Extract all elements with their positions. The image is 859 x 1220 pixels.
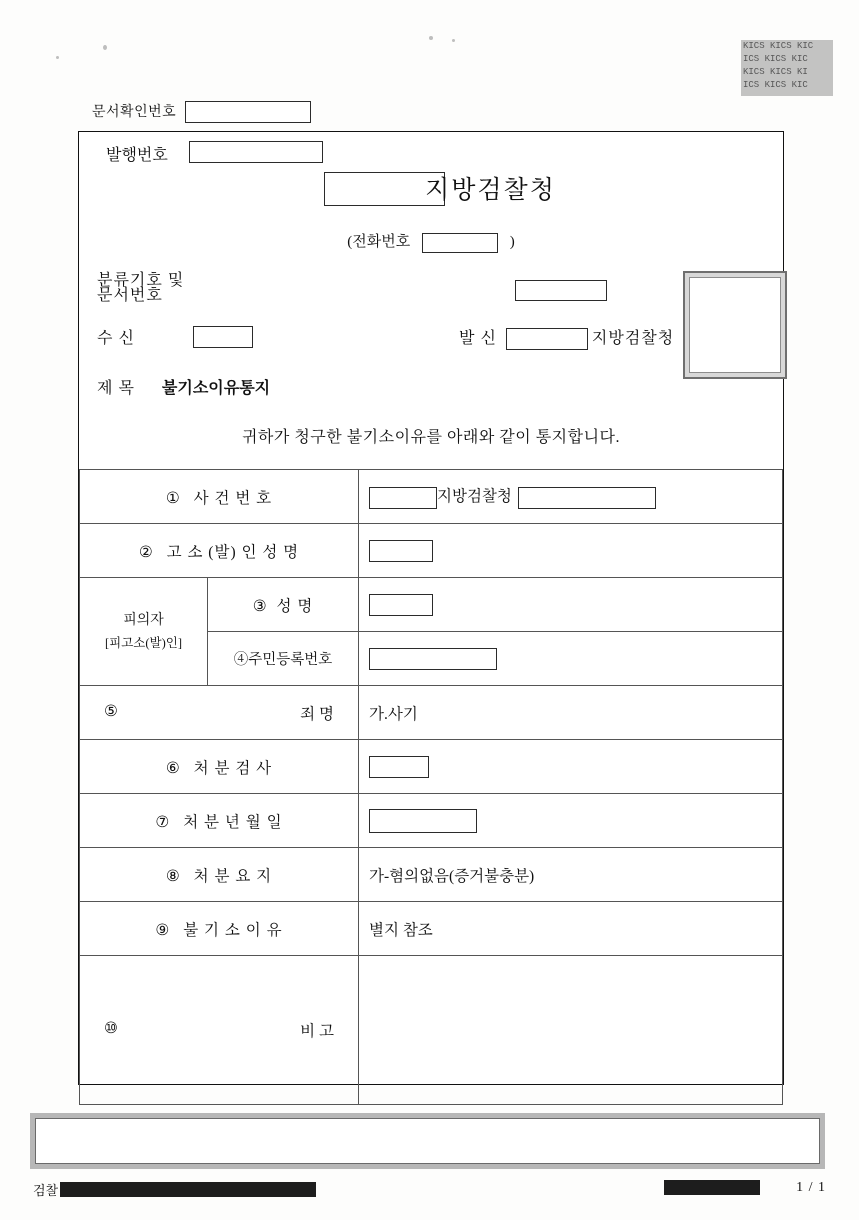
official-seal xyxy=(683,271,787,379)
row-label-text: 주민등록번호 xyxy=(248,652,333,668)
row-value-prosecutor xyxy=(359,740,783,794)
row-label-suspect-name xyxy=(208,578,359,632)
row-label-complainant xyxy=(80,524,359,578)
doc-confirm-number-redaction xyxy=(185,101,311,123)
row-label-crime-name xyxy=(80,686,359,740)
case-office-redaction xyxy=(369,487,437,509)
row-label-text: 죄 명 xyxy=(300,705,334,723)
footer-mid-redaction-wrap xyxy=(664,1180,760,1200)
table-row xyxy=(80,524,783,578)
row-value-complainant xyxy=(359,524,783,578)
notice-sentence: 귀하가 청구한 불기소이유를 아래와 같이 통지합니다. xyxy=(241,429,621,446)
footer-agency-label: 검찰 xyxy=(33,1183,59,1198)
table-row xyxy=(80,794,783,848)
classification-label-line2: 문서번호 xyxy=(97,287,163,304)
row-value-disposition-date xyxy=(359,794,783,848)
suspect-label-line1: 피의자 xyxy=(123,612,164,628)
row-label-text: 성 명 xyxy=(276,597,314,615)
row-label-text: 사 건 번 호 xyxy=(193,489,273,507)
row-label-text: 처 분 검 사 xyxy=(193,759,273,777)
row-label-prosecutor xyxy=(80,740,359,794)
stamp-line: KICS KICS KI xyxy=(743,67,808,77)
receiver-name-redaction xyxy=(193,326,253,348)
disposition-date-redaction xyxy=(369,809,477,833)
row-number: ⑩ xyxy=(104,1020,118,1037)
page-indicator: 1 / 1 xyxy=(796,1180,826,1195)
scan-speck xyxy=(56,56,59,59)
row-value-remarks xyxy=(359,956,783,1105)
row-value-disposition-summary: 가-혐의없음(증거불충분) xyxy=(359,848,783,902)
footer-left-redaction xyxy=(60,1182,316,1197)
sender-label: 발 신 xyxy=(459,330,497,347)
phone-label: (전화번호 xyxy=(347,234,411,250)
organization-title-text: 지방검찰청 xyxy=(425,177,556,204)
row-label-remarks xyxy=(80,956,359,1105)
table-row xyxy=(80,578,783,632)
table-row xyxy=(80,902,783,956)
row-label-disposition-summary xyxy=(80,848,359,902)
row-value-crime-name: 가.사기 xyxy=(359,686,783,740)
sender-suffix: 지방검찰청 xyxy=(591,330,675,347)
footer-left-label xyxy=(33,1180,316,1199)
row-value-case-number xyxy=(359,470,783,524)
row-number: ③ xyxy=(252,597,268,615)
subject-label: 제 목 xyxy=(97,380,135,397)
table-row xyxy=(80,740,783,794)
row-number: ① xyxy=(165,489,181,507)
row-value-suspect-name xyxy=(359,578,783,632)
phone-line xyxy=(79,230,783,253)
document-frame xyxy=(78,131,784,1085)
classification-number-redaction xyxy=(515,280,607,301)
row-label-case-number xyxy=(80,470,359,524)
issue-number-label: 발행번호 xyxy=(106,147,168,164)
scan-speck xyxy=(452,39,455,42)
row-label-text: 고 소 (발) 인 성 명 xyxy=(166,543,300,561)
receiver-label: 수 신 xyxy=(97,330,135,347)
row-number: ⑧ xyxy=(165,867,181,885)
row-number: ⑥ xyxy=(165,759,181,777)
row-number: ② xyxy=(138,543,154,561)
footer-signature-area xyxy=(35,1118,820,1164)
table-row xyxy=(80,686,783,740)
suspect-name-redaction xyxy=(369,594,433,616)
table-row xyxy=(80,848,783,902)
classification-label-line1: 분류기호 및 xyxy=(97,272,185,289)
case-office-suffix: 지방검찰청 xyxy=(437,488,512,506)
row-label-text: 불 기 소 이 유 xyxy=(183,921,283,939)
resident-number-redaction xyxy=(369,648,497,670)
row-number: ⑦ xyxy=(155,813,171,831)
row-label-text: 처 분 요 지 xyxy=(193,867,273,885)
notification-form-table xyxy=(79,469,783,1105)
phone-number-redaction xyxy=(422,233,498,253)
suspect-label-line2: [피고소(발)인] xyxy=(104,635,183,650)
official-seal-inner xyxy=(689,277,781,373)
doc-confirm-number-label: 문서확인번호 xyxy=(92,105,177,120)
stamp-line: ICS KICS KIC xyxy=(743,54,808,64)
row-number: ⑤ xyxy=(104,702,118,720)
scan-speck xyxy=(429,36,433,40)
row-label-text: 처 분 년 월 일 xyxy=(183,813,283,831)
table-row xyxy=(80,956,783,1105)
row-label-suspect-group xyxy=(80,578,208,686)
row-number: ④ xyxy=(233,652,249,668)
row-number: ⑨ xyxy=(155,921,171,939)
subject-line xyxy=(97,375,270,398)
sender-name-redaction xyxy=(506,328,588,350)
footer-mid-redaction xyxy=(664,1180,760,1195)
row-label-text: 비 고 xyxy=(300,1023,334,1040)
issue-number-redaction xyxy=(189,141,323,163)
scan-speck xyxy=(103,45,107,50)
complainant-name-redaction xyxy=(369,540,433,562)
subject-value: 불기소이유통지 xyxy=(161,380,271,397)
row-value-nonprosecution-reason: 별지 참조 xyxy=(359,902,783,956)
stamp-line: ICS KICS KIC xyxy=(743,80,808,90)
table-row xyxy=(80,470,783,524)
organization-title xyxy=(79,170,783,206)
phone-close-paren: ) xyxy=(509,234,515,250)
sender-line xyxy=(459,325,674,350)
row-label-resident-number xyxy=(208,632,359,686)
row-label-nonprosecution-reason xyxy=(80,902,359,956)
row-label-disposition-date xyxy=(80,794,359,848)
kics-watermark-stamp xyxy=(741,40,833,96)
stamp-line: KICS KICS KIC xyxy=(743,41,814,51)
row-value-resident-number xyxy=(359,632,783,686)
case-number-redaction xyxy=(518,487,656,509)
prosecutor-name-redaction xyxy=(369,756,429,778)
footer-signature-band xyxy=(30,1113,825,1169)
